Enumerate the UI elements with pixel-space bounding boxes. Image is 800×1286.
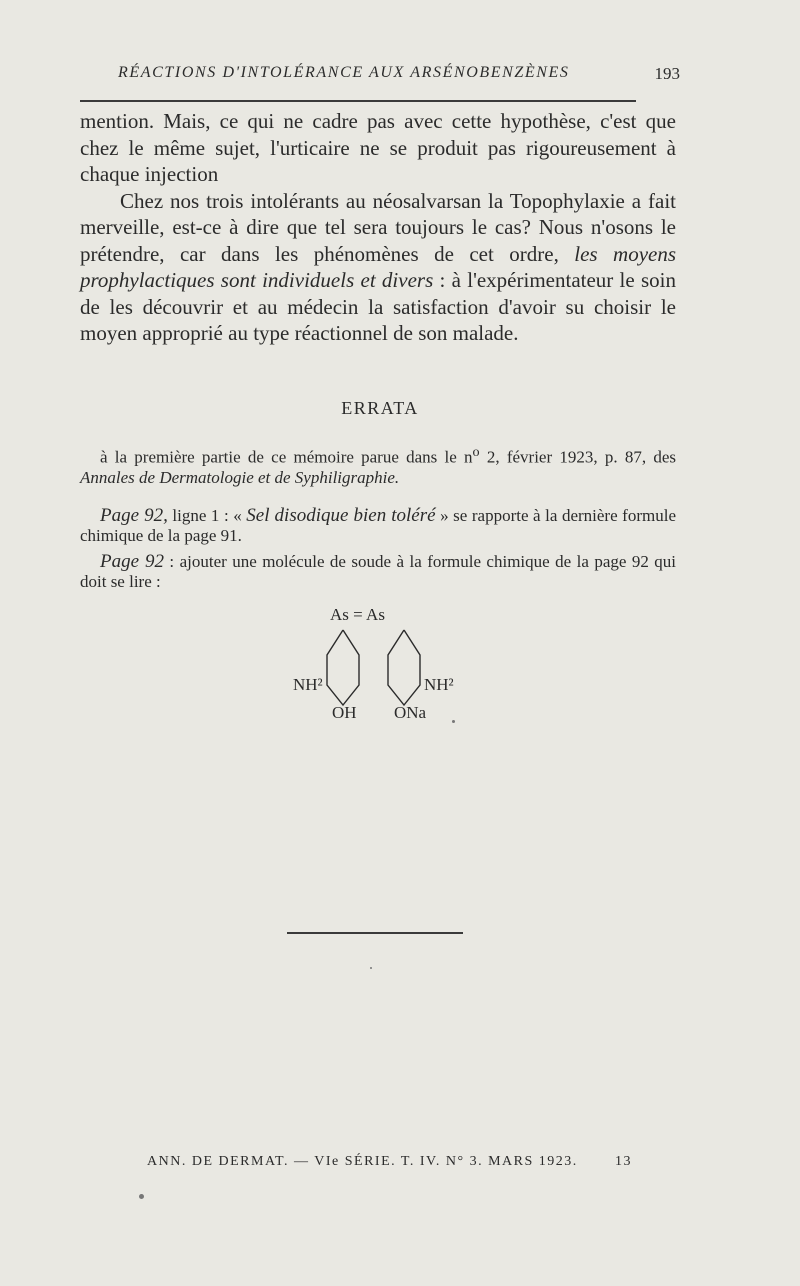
header-rule	[80, 100, 636, 102]
paper-speck	[370, 967, 372, 969]
errata-item-1-ref: Page 92,	[100, 504, 168, 526]
errata-item-1-start: ligne 1 : «	[167, 505, 247, 525]
formula-sodium-oxide: ONa	[394, 703, 427, 722]
errata-section	[80, 442, 676, 592]
formula-hydroxyl: OH	[332, 703, 357, 722]
right-ring-ring-icon	[388, 630, 420, 705]
body-paragraph-1: mention. Mais, ce qui ne cadre pas avec cette hypothèse, c'est que chez le même sujet, l'urticaire ne se produit pas rigoureusement à chaque injection	[80, 109, 676, 186]
formula-right-amine: NH²	[424, 675, 454, 694]
chemical-formula	[290, 605, 470, 725]
errata-title: ERRATA	[341, 398, 419, 418]
running-head	[80, 60, 680, 90]
errata-item-2-ref: Page 92	[100, 550, 164, 572]
errata-intro	[80, 442, 676, 488]
body-paragraph-2-start: Chez nos trois intolérants au néosalvarsan la Topophylaxie a fait merveille, est-ce à dire que tel sera toujours le cas? Nous n'osons le prétendre, car dans les phénomènes de cet ordre,	[80, 188, 676, 266]
body-paragraph-2	[80, 188, 676, 347]
left-ring-ring-icon	[327, 630, 359, 705]
end-rule	[287, 932, 463, 934]
errata-intro-mid: 2, février 1923, p. 87, des	[479, 447, 676, 467]
footer-signature-number: 13	[615, 1154, 632, 1169]
journal-name: Annales de Dermatologie et de Syphiligraphie.	[80, 467, 400, 487]
footer-citation: ANN. DE DERMAT. — VIe SÉRIE. T. IV. N° 3. MARS 1923.	[147, 1154, 578, 1169]
formula-arsenic-bond: As = As	[330, 605, 385, 624]
errata-intro-start: à la première partie de ce mémoire parue dans le n	[100, 447, 473, 467]
errata-item-2	[80, 552, 676, 592]
body-paragraph-2-end: : à l'expérimentateur le soin de les découvrir et au médecin la satisfaction d'avoir su choisir le moyen approprié au type réactionnel de son malade.	[80, 268, 676, 345]
errata-intro-sup: o	[472, 444, 480, 460]
body-text	[80, 108, 676, 347]
paper-speck	[452, 720, 455, 723]
page-number: 193	[654, 64, 680, 83]
errata-item-1-end: » se rapporte à la dernière formule chimique de la page 91.	[80, 505, 676, 545]
errata-item-1	[80, 506, 676, 546]
running-title: RÉACTIONS D'INTOLÉRANCE AUX ARSÉNOBENZÈNES	[118, 64, 570, 81]
footer	[0, 1154, 800, 1178]
errata-item-1-emphasis: Sel disodique bien toléré	[246, 504, 436, 526]
body-paragraph-2-emphasis: les moyens prophylactiques sont individuels et divers	[80, 241, 677, 292]
paper-speck	[139, 1194, 144, 1199]
errata-item-2-text: : ajouter une molécule de soude à la formule chimique de la page 92 qui doit se lire :	[80, 551, 676, 591]
formula-left-amine: NH²	[293, 675, 323, 694]
